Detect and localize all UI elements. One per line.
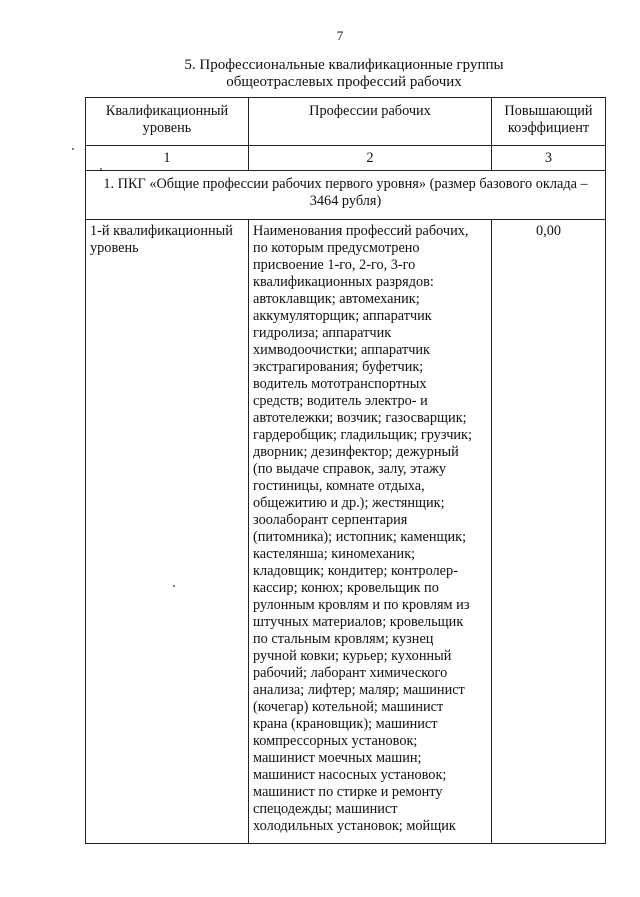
profession-line: (по выдаче справок, залу, этажу xyxy=(253,461,447,477)
profession-line: средств; водитель электро- и xyxy=(253,393,428,409)
profession-line: присвоение 1-го, 2-го, 3-го xyxy=(253,257,416,273)
group-title: 1. ПКГ «Общие профессии рабочих первого уровня» (размер базового оклада – 3464 рубля) xyxy=(86,171,606,220)
profession-line: штучных материалов; кровельщик xyxy=(253,614,464,630)
coefficient-cell: 0,00 xyxy=(492,220,606,844)
profession-line: машинист моечных машин; xyxy=(253,750,422,766)
column-number-row xyxy=(86,146,606,171)
profession-line: кастелянша; киномеханик; xyxy=(253,546,416,562)
profession-line: водитель мототранспортных xyxy=(253,376,427,392)
column-number-3: 3 xyxy=(492,146,606,171)
header-row xyxy=(86,98,606,146)
profession-line: ручной ковки; курьер; кухонный xyxy=(253,648,452,664)
table-row xyxy=(86,220,606,844)
profession-line: (кочегар) котельной; машинист xyxy=(253,699,444,715)
profession-line: химводоочистки; аппаратчик xyxy=(253,342,430,358)
header-qualification-level: Квалификационный уровень xyxy=(86,98,249,146)
section-title xyxy=(84,57,604,91)
profession-line: по которым предусмотрено xyxy=(253,240,420,256)
profession-line: холодильных установок; мойщик xyxy=(253,818,456,834)
profession-line: экстрагирования; буфетчик; xyxy=(253,359,424,375)
profession-line: по стальным кровлям; кузнец xyxy=(253,631,434,647)
header-coefficient: Повышающий коэффициент xyxy=(492,98,606,146)
profession-line: компрессорных установок; xyxy=(253,733,418,749)
profession-line: рабочий; лаборант химического xyxy=(253,665,448,681)
profession-line: рулонным кровлям и по кровлям из xyxy=(253,597,470,613)
profession-line: (питомника); истопник; каменщик; xyxy=(253,529,467,545)
profession-line: спецодежды; машинист xyxy=(253,801,398,817)
column-number-2: 2 xyxy=(249,146,492,171)
scan-speck xyxy=(173,585,175,587)
profession-line: дворник; дезинфектор; дежурный xyxy=(253,444,459,460)
profession-line: кладовщик; кондитер; контролер- xyxy=(253,563,458,579)
profession-line: квалификационных разрядов: xyxy=(253,274,434,290)
profession-line: гардеробщик; гладильщик; грузчик; xyxy=(253,427,472,443)
qualification-level-cell: 1-й квалификационный уровень xyxy=(86,220,249,844)
scan-speck xyxy=(100,168,102,170)
profession-line: зоолаборант серпентария xyxy=(253,512,408,528)
profession-line: анализа; лифтер; маляр; машинист xyxy=(253,682,465,698)
profession-line: кассир; конюх; кровельщик по xyxy=(253,580,439,596)
profession-line: крана (крановщик); машинист xyxy=(253,716,438,732)
profession-line: автоклавщик; автомеханик; xyxy=(253,291,420,307)
group-row xyxy=(86,171,606,220)
section-title-line-1: 5. Профессиональные квалификационные группы xyxy=(184,57,504,73)
profession-line: аккумуляторщик; аппаратчик xyxy=(253,308,432,324)
profession-line: гостиницы, комнате отдыха, xyxy=(253,478,425,494)
profession-line: автотележки; возчик; газосварщик; xyxy=(253,410,467,426)
scan-speck xyxy=(72,148,74,150)
column-number-1: 1 xyxy=(86,146,249,171)
profession-line: общежитию и др.); жестянщик; xyxy=(253,495,445,511)
profession-line: гидролиза; аппаратчик xyxy=(253,325,392,341)
profession-line: Наименования профессий рабочих, xyxy=(253,223,469,239)
professions-cell xyxy=(249,220,492,844)
professions-table xyxy=(85,97,606,844)
profession-line: машинист по стирке и ремонту xyxy=(253,784,443,800)
profession-line: машинист насосных установок; xyxy=(253,767,447,783)
section-title-line-2: общеотраслевых профессий рабочих xyxy=(226,74,462,90)
header-professions: Профессии рабочих xyxy=(249,98,492,146)
page-number: 7 xyxy=(336,28,344,43)
